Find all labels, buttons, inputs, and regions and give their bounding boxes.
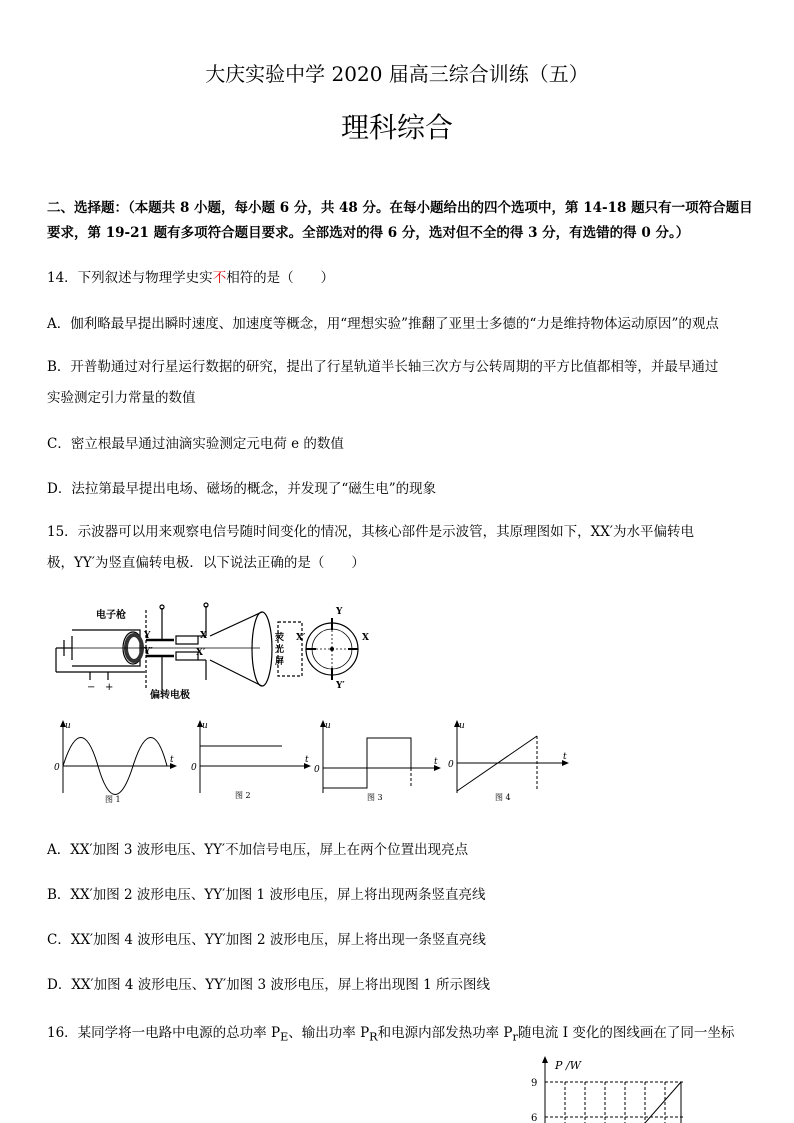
- q15-option-d: D．XX′加图 4 波形电压、YY′加图 3 波形电压，屏上将出现图 1 所示图线: [47, 977, 491, 993]
- label-x-left: X: [200, 631, 207, 641]
- q16-graph-ylabel: P /W: [555, 1059, 581, 1072]
- section-instructions: 二、选择题：（本题共 8 小题，每小题 6 分，共 48 分。在每小题给出的四个选项中，第 14-18 题只有一项符合题目要求，第 19-21 题有多项符合题目要求。全部选对的得 6 分，选对但不全的得 3 分，有选错的得 0 分。）: [47, 200, 753, 241]
- label-deflection-plates: 偏转电极: [150, 690, 190, 700]
- q15-option-c: C．XX′加图 4 波形电压、YY′加图 2 波形电压，屏上将出现一条竖直亮线: [47, 932, 486, 948]
- q15-stem-line1: 15．示波器可以用来观察电信号随时间变化的情况，其核心部件是示波管，其原理图如下，XX′为水平偏转电: [47, 524, 694, 540]
- q15-option-a: A．XX′加图 3 波形电压、YY′不加信号电压，屏上在两个位置出现亮点: [47, 842, 469, 858]
- fig1-axis-t: t: [170, 755, 174, 765]
- q14-option-c: C．密立根最早通过油滴实验测定元电荷 e 的数值: [47, 436, 344, 452]
- fig2-axis-u: u: [202, 721, 208, 731]
- subject-title: 理科综合: [340, 111, 453, 144]
- fig1-origin: 0: [54, 763, 60, 773]
- q16-power-graph: [525, 1055, 695, 1123]
- label-x-prime-left: X′: [196, 648, 206, 658]
- oscilloscope-diagram: [50, 600, 385, 700]
- school-title: 大庆实验中学 2020 届高三综合训练（五）: [205, 62, 589, 86]
- label-y-left: Y: [144, 631, 151, 641]
- label-screen-3: 屏: [275, 657, 285, 667]
- fig4-caption: 图 4: [495, 793, 511, 802]
- q14-stem-emphasis: 不: [212, 270, 227, 286]
- fig4-axis-u: u: [459, 721, 465, 731]
- fig4-axis-t: t: [563, 752, 567, 762]
- waveform-figures: [45, 718, 580, 806]
- q14-option-a: A．伽利略最早提出瞬时速度、加速度等概念，用“理想实验”推翻了亚里士多德的“力是维持物体运动原因”的观点: [47, 316, 719, 332]
- q14-option-b-line1: B．开普勒通过对行星运行数据的研究，提出了行星轨道半长轴三次方与公转周期的平方比值都相等，并最早通过: [47, 359, 719, 375]
- q16-stem: 16．某同学将一电路中电源的总功率 $P_E$、输出功率 $P_R$和电源内部发热功率 $P_r$随电流 I 变化的图线画在了同一坐标: [47, 1025, 735, 1044]
- label-y-prime-screen: Y′: [336, 681, 345, 691]
- fig3-axis-t: t: [434, 757, 438, 767]
- q14-option-d: D．法拉第最早提出电场、磁场的概念，并发现了“磁生电”的现象: [47, 481, 437, 497]
- q15-stem-line2: 极，YY′为竖直偏转电极．以下说法正确的是（ ）: [47, 555, 365, 571]
- fig4-origin: 0: [448, 760, 454, 770]
- q15-option-b: B．XX′加图 2 波形电压、YY′加图 1 波形电压，屏上将出现两条竖直亮线: [47, 887, 486, 903]
- fig1-caption: 图 1: [105, 795, 121, 804]
- label-x-prime-screen: X′: [296, 633, 306, 643]
- label-x-screen: X: [362, 633, 369, 643]
- label-screen-2: 光: [275, 645, 285, 655]
- label-screen-1: 荧: [275, 633, 285, 643]
- q14-stem: 14．下列叙述与物理学史实不相符的是（ ）: [47, 270, 335, 286]
- label-plus: +: [105, 682, 114, 693]
- q16-tick-9: 9: [531, 1078, 538, 1089]
- fig3-axis-u: u: [325, 721, 331, 731]
- q14-option-b-line2: 实验测定引力常量的数值: [47, 390, 196, 406]
- fig3-origin: 0: [314, 765, 320, 775]
- label-y-prime-left: Y′: [144, 647, 153, 657]
- label-minus: −: [87, 682, 96, 693]
- fig2-caption: 图 2: [235, 791, 251, 800]
- fig2-axis-t: t: [305, 755, 309, 765]
- fig1-axis-u: u: [65, 721, 71, 731]
- label-y-screen: Y: [336, 607, 343, 617]
- label-electron-gun: 电子枪: [96, 610, 126, 621]
- q16-tick-6: 6: [531, 1113, 538, 1123]
- fig3-caption: 图 3: [367, 793, 383, 802]
- fig2-origin: 0: [191, 763, 197, 773]
